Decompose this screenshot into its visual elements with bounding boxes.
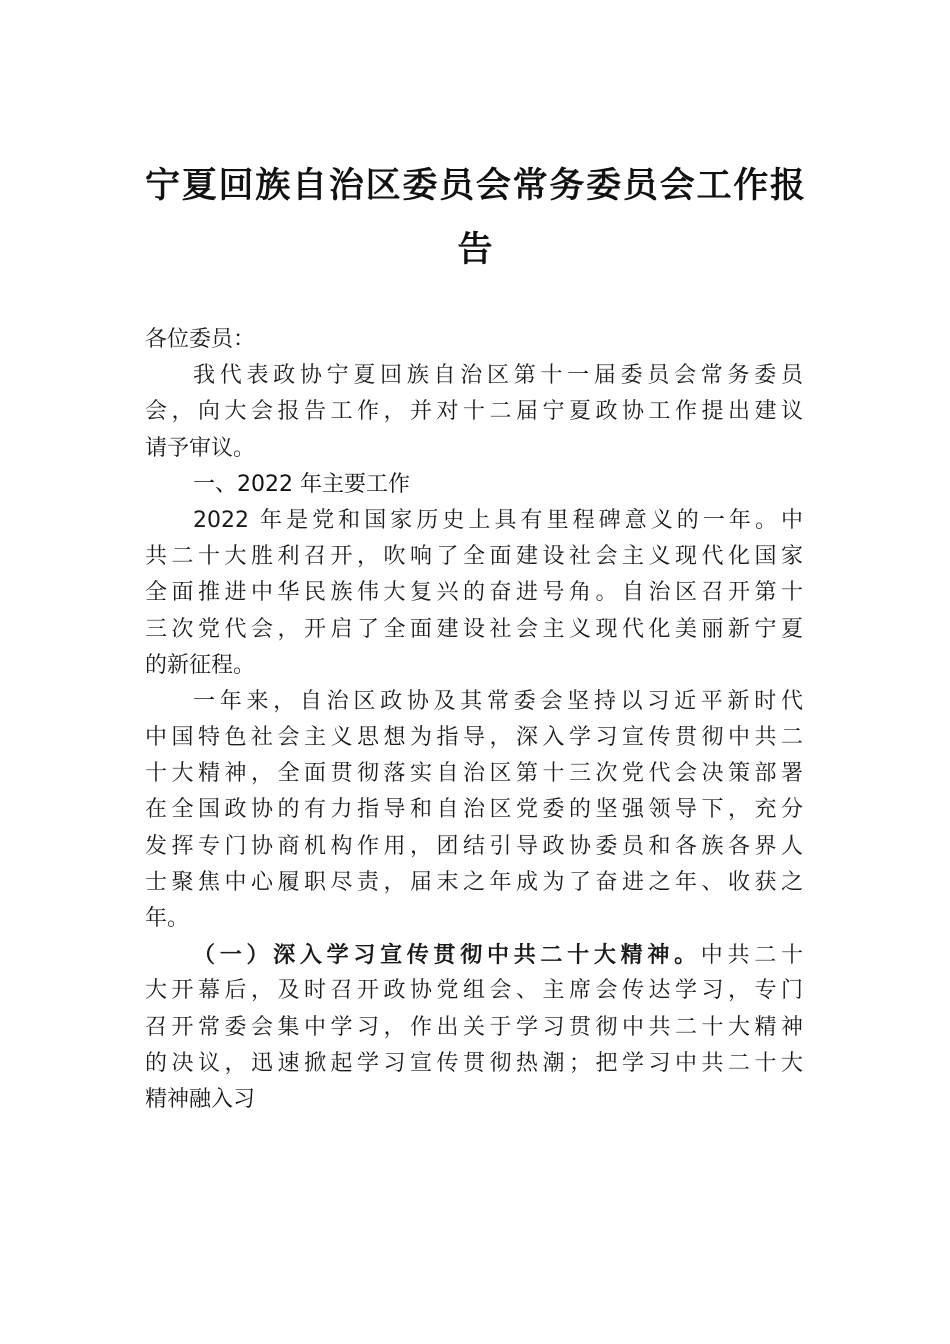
paragraph-year-review [145, 684, 803, 937]
paragraph-line: 年。 [145, 906, 190, 931]
paragraph-line: 精神融入习 [145, 1086, 256, 1112]
subsection-heading: （一）深入学习宣传贯彻中共二十大精神。 [193, 942, 701, 969]
document-body [145, 322, 803, 1118]
paragraph-line: 的决议，迅速掀起学习宣传贯彻热潮；把学习中共二十大 [145, 1050, 803, 1076]
salutation: 各位委员： [145, 327, 256, 352]
paragraph-line: 共二十大胜利召开，吹响了全面建设社会主义现代化国家 [145, 544, 803, 570]
paragraph-line: 2022 年是党和国家历史上具有里程碑意义的一年。中 [193, 507, 803, 533]
paragraph-line: 的新征程。 [145, 652, 256, 678]
document-title-line-1: 宁夏回族自治区委员会常务委员会工作报 [145, 165, 805, 206]
paragraph-line: 士聚焦中心履职尽责，届末之年成为了奋进之年、收获之 [145, 869, 803, 895]
paragraph-subsection-1 [145, 937, 803, 1118]
paragraph-line-with-lead [145, 937, 803, 973]
paragraph-intro [145, 358, 803, 467]
document-title-line-2: 告 [457, 229, 493, 270]
paragraph-line: 请予审议。 [145, 435, 256, 461]
paragraph-line: 发挥专门协商机构作用，团结引导政协委员和各族各界人 [145, 833, 803, 859]
paragraph-line: 中国特色社会主义思想为指导，深入学习宣传贯彻中共二 [145, 725, 803, 751]
paragraph-line: 全面推进中华民族伟大复兴的奋进号角。自治区召开第十 [145, 580, 803, 606]
paragraph-line: 召开常委会集中学习，作出关于学习贯彻中共二十大精神 [145, 1014, 803, 1040]
paragraph-text: 中共二十 [700, 943, 803, 969]
paragraph-2022 [145, 503, 803, 684]
paragraph-line: 一年来，自治区政协及其常委会坚持以习近平新时代 [193, 688, 803, 714]
paragraph-line: 会，向大会报告工作，并对十二届宁夏政协工作提出建议 [145, 399, 803, 425]
paragraph-line: 在全国政协的有力指导和自治区党委的坚强领导下，充分 [145, 797, 803, 823]
paragraph-line: 我代表政协宁夏回族自治区第十一届委员会常务委员 [193, 363, 803, 389]
paragraph-line: 大开幕后，及时召开政协党组会、主席会传达学习，专门 [145, 978, 803, 1004]
section-heading: 一、2022 年主要工作 [193, 471, 410, 497]
paragraph-line: 十大精神，全面贯彻落实自治区第十三次党代会决策部署 [145, 761, 803, 787]
paragraph-line: 三次党代会，开启了全面建设社会主义现代化美丽新宁夏 [145, 616, 803, 642]
